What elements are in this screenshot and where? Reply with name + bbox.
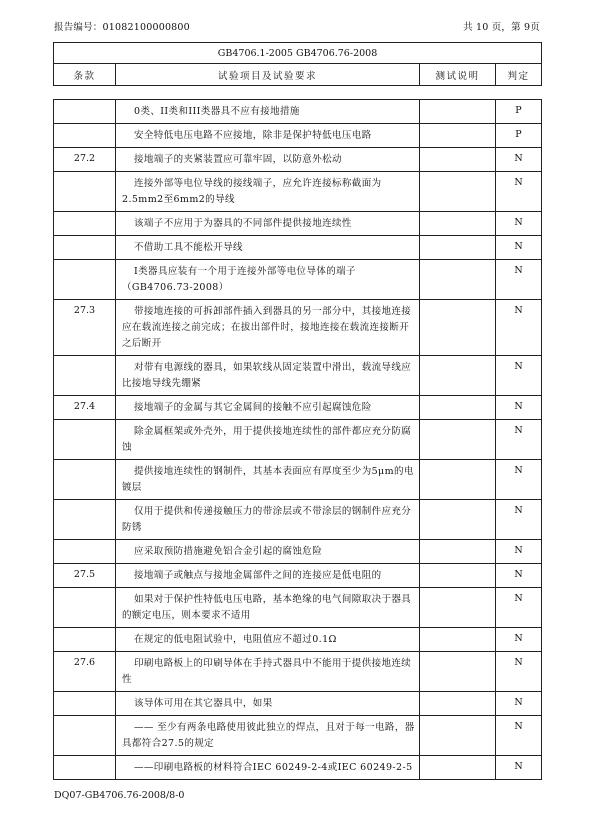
- table-row: [54, 260, 542, 300]
- test-note-cell: [420, 236, 496, 260]
- table-row: [54, 396, 542, 420]
- table-row: [54, 356, 542, 396]
- table-row: [54, 756, 542, 780]
- verdict-cell: N: [496, 420, 542, 460]
- verdict-cell: N: [496, 172, 542, 212]
- test-note-cell: [420, 540, 496, 564]
- table-row: [54, 172, 542, 212]
- requirement-cell: ——印刷电路板的材料符合IEC 60249-2-4或IEC 60249-2-5: [116, 756, 420, 780]
- standards-title: GB4706.1-2005 GB4706.76-2008: [54, 43, 542, 64]
- verdict-cell: P: [496, 100, 542, 124]
- clause-cell: [54, 756, 116, 780]
- table-row: [54, 124, 542, 148]
- verdict-cell: N: [496, 692, 542, 716]
- requirement-cell: 仅用于提供和传递接触压力的带涂层或不带涂层的钢制件应充分防锈: [116, 500, 420, 540]
- verdict-cell: N: [496, 588, 542, 628]
- clause-cell: [54, 124, 116, 148]
- clause-cell: 27.2: [54, 148, 116, 172]
- table-row: [54, 420, 542, 460]
- requirement-cell: 该端子不应用于为器具的不同部件提供接地连续性: [116, 212, 420, 236]
- test-note-cell: [420, 756, 496, 780]
- requirement-cell: 应采取预防措施避免铝合金引起的腐蚀危险: [116, 540, 420, 564]
- verdict-cell: N: [496, 356, 542, 396]
- requirement-cell: 不借助工具不能松开导线: [116, 236, 420, 260]
- clause-cell: 27.6: [54, 652, 116, 692]
- requirement-cell: 0类、II类和III类器具不应有接地措施: [116, 100, 420, 124]
- clause-cell: 27.4: [54, 396, 116, 420]
- column-header-test-note: 测试说明: [420, 64, 496, 86]
- requirement-cell: 接地端子的金属与其它金属间的接触不应引起腐蚀危险: [116, 396, 420, 420]
- requirement-cell: 安全特低电压电路不应接地，除非是保护特低电压电路: [116, 124, 420, 148]
- requirements-table: [53, 99, 542, 780]
- clause-cell: [54, 628, 116, 652]
- verdict-cell: P: [496, 124, 542, 148]
- clause-cell: [54, 172, 116, 212]
- clause-cell: [54, 500, 116, 540]
- requirement-cell: 对带有电源线的器具，如果软线从固定装置中滑出，载流导线应比接地导线先绷紧: [116, 356, 420, 396]
- requirement-cell: 接地端子或触点与接地金属部件之间的连接应是低电阻的: [116, 564, 420, 588]
- verdict-cell: N: [496, 212, 542, 236]
- verdict-cell: N: [496, 652, 542, 692]
- table-row: [54, 460, 542, 500]
- table-row: [54, 100, 542, 124]
- verdict-cell: N: [496, 540, 542, 564]
- requirement-cell: 接地端子的夹紧装置应可靠牢固，以防意外松动: [116, 148, 420, 172]
- requirement-cell: 除金属框架或外壳外，用于提供接地连续性的部件都应充分防腐蚀: [116, 420, 420, 460]
- clause-cell: [54, 692, 116, 716]
- verdict-cell: N: [496, 756, 542, 780]
- table-row: [54, 148, 542, 172]
- test-note-cell: [420, 124, 496, 148]
- table-row: [54, 540, 542, 564]
- test-note-cell: [420, 148, 496, 172]
- test-note-cell: [420, 396, 496, 420]
- clause-cell: 27.5: [54, 564, 116, 588]
- verdict-cell: N: [496, 716, 542, 756]
- header-table: [53, 42, 542, 86]
- test-note-cell: [420, 260, 496, 300]
- test-note-cell: [420, 652, 496, 692]
- verdict-cell: N: [496, 628, 542, 652]
- table-row: [54, 588, 542, 628]
- clause-cell: [54, 716, 116, 756]
- table-row: [54, 500, 542, 540]
- document-code: DQ07-GB4706.76-2008/8-0: [54, 790, 185, 801]
- test-note-cell: [420, 460, 496, 500]
- test-note-cell: [420, 692, 496, 716]
- table-row: [54, 212, 542, 236]
- clause-cell: [54, 100, 116, 124]
- table-row: [54, 716, 542, 756]
- column-header-clause: 条款: [54, 64, 116, 86]
- test-note-cell: [420, 564, 496, 588]
- requirement-cell: 带接地连接的可拆卸部件插入到器具的另一部分中，其接地连接应在载流连接之前完成；在拔出部件时，接地连接在载流连接断开之后断开: [116, 300, 420, 356]
- verdict-cell: N: [496, 260, 542, 300]
- verdict-cell: N: [496, 460, 542, 500]
- requirement-cell: 该导体可用在其它器具中，如果: [116, 692, 420, 716]
- table-row: [54, 564, 542, 588]
- table-row: [54, 300, 542, 356]
- verdict-cell: N: [496, 396, 542, 420]
- table-row: [54, 628, 542, 652]
- test-note-cell: [420, 172, 496, 212]
- test-note-cell: [420, 356, 496, 396]
- report-number: 报告编号：01082100000800: [54, 22, 190, 33]
- test-note-cell: [420, 100, 496, 124]
- column-header-requirement: 试验项目及试验要求: [116, 64, 420, 86]
- requirement-cell: 在规定的低电阻试验中，电阻值应不超过0.1Ω: [116, 628, 420, 652]
- test-note-cell: [420, 420, 496, 460]
- clause-cell: [54, 356, 116, 396]
- clause-cell: [54, 236, 116, 260]
- table-row: [54, 652, 542, 692]
- column-header-verdict: 判定: [496, 64, 542, 86]
- test-note-cell: [420, 212, 496, 236]
- clause-cell: [54, 212, 116, 236]
- clause-cell: [54, 420, 116, 460]
- test-note-cell: [420, 716, 496, 756]
- requirement-cell: 连接外部等电位导线的接线端子，应允许连接标称截面为2.5mm2至6mm2的导线: [116, 172, 420, 212]
- requirement-cell: 印刷电路板上的印刷导体在手持式器具中不能用于提供接地连续性: [116, 652, 420, 692]
- verdict-cell: N: [496, 500, 542, 540]
- test-note-cell: [420, 300, 496, 356]
- page-number: 共 10 页，第 9页: [463, 22, 540, 33]
- clause-cell: [54, 588, 116, 628]
- test-note-cell: [420, 628, 496, 652]
- clause-cell: [54, 460, 116, 500]
- requirement-cell: 如果对于保护性特低电压电路，基本绝缘的电气间隙取决于器具的额定电压，则本要求不适用: [116, 588, 420, 628]
- table-row: [54, 692, 542, 716]
- clause-cell: [54, 540, 116, 564]
- verdict-cell: N: [496, 236, 542, 260]
- verdict-cell: N: [496, 148, 542, 172]
- test-note-cell: [420, 500, 496, 540]
- requirement-cell: I类器具应装有一个用于连接外部等电位导体的端子（GB4706.73-2008）: [116, 260, 420, 300]
- table-row: [54, 236, 542, 260]
- requirement-cell: 提供接地连续性的钢制件，其基本表面应有厚度至少为5μm的电镀层: [116, 460, 420, 500]
- clause-cell: 27.3: [54, 300, 116, 356]
- verdict-cell: N: [496, 300, 542, 356]
- requirement-cell: —— 至少有两条电路使用彼此独立的焊点，且对于每一电路，器具都符合27.5的规定: [116, 716, 420, 756]
- verdict-cell: N: [496, 564, 542, 588]
- test-note-cell: [420, 588, 496, 628]
- clause-cell: [54, 260, 116, 300]
